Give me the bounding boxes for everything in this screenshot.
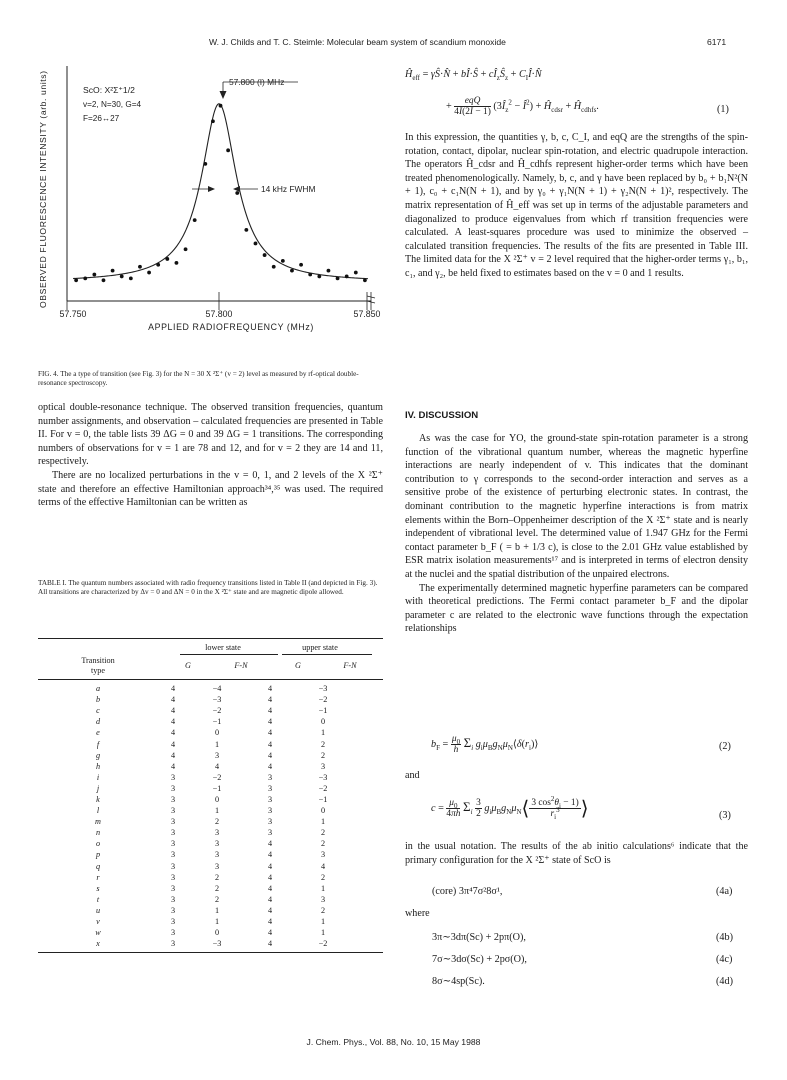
table-header-lower: lower state xyxy=(205,643,241,652)
data-point xyxy=(281,259,285,263)
table-cell: −4 xyxy=(212,684,222,694)
table-cell: 4 xyxy=(320,861,326,871)
table-1-caption: TABLE I. The quantum numbers associated with radio frequency transitions listed in Table II (and depicted in Fig. 3). All transitions are characterized by Δv = 0 and ΔN = 0 in the X ²Σ⁺ state and are magnetic dipole allowed. xyxy=(38,579,378,597)
table-cell: 3 xyxy=(170,928,176,938)
table-cell: −2 xyxy=(318,783,328,793)
table-cell: 3 xyxy=(170,806,176,816)
equation-4c-number: (4c) xyxy=(716,954,733,965)
peak-frequency-label: 57.800 (I) MHz xyxy=(229,77,285,87)
data-point xyxy=(129,276,133,280)
table-row xyxy=(38,872,352,883)
table-cell: 4 xyxy=(267,750,273,760)
transition-type-cell: l xyxy=(96,806,100,816)
x-tick-label: 57.850 xyxy=(353,309,381,319)
transition-type-cell: m xyxy=(95,817,101,827)
data-point xyxy=(254,242,258,246)
table-cell: 3 xyxy=(170,883,176,893)
and-word: and xyxy=(405,770,420,781)
table-cell: 2 xyxy=(320,739,326,749)
table-cell: 4 xyxy=(267,905,273,915)
table-cell: 2 xyxy=(320,872,326,882)
table-cell: 1 xyxy=(320,928,326,938)
transition-type-cell: d xyxy=(95,717,101,727)
table-cell: 2 xyxy=(320,828,326,838)
table-cell: 0 xyxy=(320,806,326,816)
table-cell: 3 xyxy=(170,817,176,827)
table-cell: 4 xyxy=(170,717,176,727)
data-point xyxy=(299,263,303,267)
table-cell: 2 xyxy=(320,905,326,915)
table-row xyxy=(38,705,352,716)
transition-type-cell: f xyxy=(96,739,100,749)
table-cell: 0 xyxy=(214,794,220,804)
table-cell: 2 xyxy=(214,894,220,904)
table-cell: 4 xyxy=(170,739,176,749)
journal-footer: J. Chem. Phys., Vol. 88, No. 10, 15 May 1988 xyxy=(306,1037,481,1047)
data-point xyxy=(244,228,248,232)
table-cell: 1 xyxy=(320,883,326,893)
transition-type-cell: e xyxy=(96,728,100,738)
lorentzian-fit-curve xyxy=(73,104,368,279)
data-point xyxy=(290,269,294,273)
x-tick-label: 57.750 xyxy=(59,309,87,319)
equation-4a-number: (4a) xyxy=(716,886,733,897)
table-cell: −3 xyxy=(318,684,328,694)
transition-type-cell: q xyxy=(95,861,101,871)
table-cell: −2 xyxy=(212,706,222,716)
table-cell: 4 xyxy=(267,917,273,927)
table-row xyxy=(38,716,352,727)
table-header-upper: upper state xyxy=(302,643,338,652)
table-cell: 3 xyxy=(170,772,176,782)
transition-type-cell: g xyxy=(95,750,101,760)
equation-4a: (core) 3π⁴7σ²8σ¹, xyxy=(432,886,503,897)
legend-box xyxy=(83,85,141,123)
figure-4-chart xyxy=(38,60,398,350)
data-point xyxy=(184,247,188,251)
data-point xyxy=(336,276,340,280)
data-point xyxy=(308,273,312,277)
where-word: where xyxy=(405,908,430,919)
right-paragraph-1: In this expression, the quantities γ, b, c, C_I, and eqQ are the strengths of the spin-rotation, contact, dipolar, nuclear spin-rotation, and electric quadrupole interaction. The operators Ĥ_cdsr and Ĥ_cdhfs represent higher-order terms which have been treated phenomenologically. Namely, b, c, and γ have been replaced by b₀ + b₁N²(N + 1), c₀ + c₁N(N + 1), and by γ₀ + γ₁N(N + 1) + γ₂N(N + 1)², respectively. The matrix representation of Ĥ_eff was set up in terms of the adjustable parameters and diagonalized to produce eigenvalues from which rf transition frequencies were calculated. A least-squares procedure was used to minimize the observed – calculated transition frequencies. The results of the fits are presented in Table III. The limited data for the X ²Σ⁺ v = 2 level required that the higher-order terms γ₁, b₁, c₁, and γ₂, be held fixed to estimates based on the v = 0 and 1 results. xyxy=(405,132,748,279)
table-1-body xyxy=(38,683,352,949)
data-point xyxy=(211,119,215,123)
x-ticks xyxy=(60,292,381,319)
table-row xyxy=(38,927,352,938)
data-point xyxy=(354,271,358,275)
table-header-type: Transition type xyxy=(81,656,115,675)
table-cell: 2 xyxy=(214,872,220,882)
left-column-text xyxy=(38,401,383,510)
right-column-text-3 xyxy=(405,840,748,867)
data-point xyxy=(235,191,239,195)
table-cell: 4 xyxy=(170,728,176,738)
transition-type-cell: w xyxy=(95,928,101,938)
equation-3: c = $\frac{\mu_0}{4\pi h}$ $\Sigma_i$ $\frac{3}{2}$ $g_i\mu_Bg_N\mu_N⟨$ $\frac{3 \cos^2\theta_i - 1)}{r_i^3}$ ⟩ xyxy=(431,794,589,821)
table-cell: 3 xyxy=(214,861,220,871)
table-cell: 3 xyxy=(170,905,176,915)
table-cell: 4 xyxy=(267,684,273,694)
table-cell: 4 xyxy=(170,706,176,716)
fwhm-label: 14 kHz FWHM xyxy=(261,184,316,194)
legend-transition: F=26↔27 xyxy=(83,114,120,123)
table-cell: 2 xyxy=(214,817,220,827)
table-cell: −3 xyxy=(318,772,328,782)
table-row xyxy=(38,894,352,905)
equation-1-number: (1) xyxy=(717,104,729,115)
table-cell: 3 xyxy=(267,783,273,793)
table-cell: 4 xyxy=(267,717,273,727)
table-cell: 3 xyxy=(170,861,176,871)
transition-type-cell: h xyxy=(95,761,101,771)
table-cell: 3 xyxy=(170,839,176,849)
table-row xyxy=(38,861,352,872)
data-point xyxy=(74,278,78,282)
table-cell: 4 xyxy=(214,761,220,771)
table-row xyxy=(38,827,352,838)
equation-1-line-1: $Ĥ_{eff}$ = γŜ·N̂ + bÎ·Ŝ + $cÎ_zŜ_z$ + $C_IÎ\cdot N̂$ xyxy=(405,69,542,83)
table-cell: 1 xyxy=(214,917,220,927)
y-axis-label: OBSERVED FLUORESCENCE INTENSITY (arb. units) xyxy=(38,70,48,308)
equation-4c: 7σ∼3dσ(Sc) + 2pσ(O), xyxy=(432,954,527,965)
table-cell: −1 xyxy=(318,706,328,716)
table-cell: 2 xyxy=(214,883,220,893)
table-cell: 1 xyxy=(320,817,326,827)
table-row xyxy=(38,783,352,794)
table-cell: 4 xyxy=(170,684,176,694)
table-cell: 3 xyxy=(320,894,326,904)
table-row xyxy=(38,794,352,805)
table-cell: 3 xyxy=(170,939,176,949)
table-cell: 3 xyxy=(170,872,176,882)
data-points xyxy=(74,104,367,282)
table-header-upper-fn: F-N xyxy=(343,661,357,670)
table-row xyxy=(38,838,352,849)
right-column-text-1 xyxy=(405,131,748,281)
transition-type-cell: o xyxy=(95,839,101,849)
data-point xyxy=(175,261,179,265)
table-cell: 0 xyxy=(214,928,220,938)
data-point xyxy=(111,269,115,273)
table-cell: 4 xyxy=(267,928,273,938)
equation-4b: 3π∼3dπ(Sc) + 2pπ(O), xyxy=(432,932,526,943)
data-point xyxy=(83,276,87,280)
transition-type-cell: b xyxy=(95,695,101,705)
equation-4d-number: (4d) xyxy=(716,976,733,987)
table-cell: 3 xyxy=(214,750,220,760)
data-point xyxy=(102,278,106,282)
table-cell: 4 xyxy=(170,750,176,760)
transition-type-cell: r xyxy=(96,872,100,882)
table-row xyxy=(38,916,352,927)
data-point xyxy=(272,265,276,269)
right-paragraph-3: The experimentally determined magnetic hyperfine parameters can be compared with theoretical predictions. The Fermi contact parameter b_F and the dipolar parameter c are related to the electronic wave functions through the expectation relationships xyxy=(405,582,748,635)
equation-4b-number: (4b) xyxy=(716,932,733,943)
data-point xyxy=(317,275,321,279)
data-point xyxy=(156,263,160,267)
table-cell: 3 xyxy=(170,850,176,860)
table-row xyxy=(38,694,352,705)
legend-level: v=2, N=30, G=4 xyxy=(83,100,142,109)
data-point xyxy=(327,269,331,273)
table-cell: −3 xyxy=(212,695,222,705)
transition-type-cell: k xyxy=(96,794,100,804)
table-cell: 4 xyxy=(267,883,273,893)
table-cell: −1 xyxy=(212,717,222,727)
data-point xyxy=(92,273,96,277)
table-cell: 4 xyxy=(170,695,176,705)
equation-2-number: (2) xyxy=(719,741,731,752)
table-cell: 4 xyxy=(267,728,273,738)
table-row xyxy=(38,816,352,827)
table-cell: 1 xyxy=(214,739,220,749)
table-row xyxy=(38,938,352,949)
table-cell: 4 xyxy=(267,861,273,871)
table-cell: 3 xyxy=(320,850,326,860)
table-cell: −1 xyxy=(212,783,222,793)
transition-type-cell: i xyxy=(96,772,100,782)
table-cell: 2 xyxy=(320,750,326,760)
table-row xyxy=(38,727,352,738)
data-point xyxy=(165,257,169,261)
x-axis-label: APPLIED RADIOFREQUENCY (MHz) xyxy=(148,322,314,332)
table-row xyxy=(38,905,352,916)
table-1 xyxy=(38,638,383,953)
table-cell: 3 xyxy=(267,828,273,838)
transition-type-cell: n xyxy=(95,828,101,838)
table-cell: 1 xyxy=(320,728,326,738)
table-row xyxy=(38,761,352,772)
table-cell: 3 xyxy=(170,783,176,793)
running-title: W. J. Childs and T. C. Steimle: Molecular beam system of scandium monoxide xyxy=(209,37,506,47)
table-cell: 3 xyxy=(267,772,273,782)
right-paragraph-2: As was the case for YO, the ground-state spin-rotation parameter is a strong function of the vibrational quantum number, whereas the magnetic hyperfine interactions are nearly independent of v. This indicates that the dominant contribution to γ corresponds to the second-order interaction and serves as a sensitive probe of the existence of perturbing electronic states. In contrast, the dominant contribution to the magnetic hyperfine interactions is from matrix elements within the Born–Oppenheimer description of the X ²Σ⁺ state and is nearly independent of vibrational level. The determined value of 1.947 GHz for the Fermi contact parameter b_F ( = b + 1/3 c), is close to the 2.01 GHz value established by ESR matrix isolation measurements¹⁷ and is interpreted in terms of electron density at the nuclei and the spatial distribution of the unpaired electrons. xyxy=(405,433,748,580)
table-row xyxy=(38,805,352,816)
table-row xyxy=(38,750,352,761)
table-cell: 3 xyxy=(214,828,220,838)
fwhm-annotation xyxy=(192,184,315,194)
table-cell: −3 xyxy=(212,939,222,949)
table-cell: 3 xyxy=(267,794,273,804)
table-cell: −1 xyxy=(318,794,328,804)
transition-type-cell: x xyxy=(96,939,100,949)
left-paragraph-1: optical double-resonance technique. The observed transition frequencies, quantum number assignments, and observation – calculated frequencies are presented in Table II. For v = 0, the table lists 39 ΔG = 0 and 39 ΔG = 1 transitions. The corresponding numbers of observations for v = 1 are 78 and 12, and for v = 2 they are 14 and 11, respectively. xyxy=(38,402,383,468)
table-cell: 1 xyxy=(214,806,220,816)
equation-4d: 8σ∼4sp(Sc). xyxy=(432,976,485,987)
transition-type-cell: u xyxy=(95,905,101,915)
transition-type-cell: s xyxy=(96,883,100,893)
table-cell: 1 xyxy=(320,917,326,927)
table-cell: 4 xyxy=(267,939,273,949)
data-point xyxy=(363,278,367,282)
table-cell: 3 xyxy=(170,794,176,804)
table-cell: 4 xyxy=(267,850,273,860)
figure-4-caption: FIG. 4. The a type of transition (see Fig. 3) for the N = 30 X ²Σ⁺ (v = 2) level as measured by rf-optical double-resonance spectroscopy. xyxy=(38,370,359,388)
table-cell: −2 xyxy=(318,939,328,949)
table-cell: 4 xyxy=(267,894,273,904)
equation-2: $b_F$ = $\frac{\mu_0}{h}$ $\Sigma_i$ $g_i\mu_Bg_N\mu_N⟨\delta(r_i)⟩$ xyxy=(431,734,539,755)
table-cell: 4 xyxy=(267,706,273,716)
table-cell: 3 xyxy=(170,917,176,927)
table-cell: 0 xyxy=(320,717,326,727)
table-cell: 3 xyxy=(267,817,273,827)
table-cell: 3 xyxy=(214,850,220,860)
table-cell: 4 xyxy=(170,761,176,771)
right-column-text-2 xyxy=(405,432,748,636)
transition-type-cell: c xyxy=(96,706,100,716)
table-cell: 3 xyxy=(170,828,176,838)
data-point xyxy=(193,218,197,222)
table-header-lower-fn: F-N xyxy=(234,661,248,670)
x-tick-label: 57.800 xyxy=(205,309,233,319)
table-row xyxy=(38,683,352,694)
data-point xyxy=(203,162,207,166)
equation-1-line-2: + eqQ 4I(2I − 1) ($3Î_z^2$ − $Î^2$) + $Ĥ_{cdsr}$ + $Ĥ_{cdhfs}$. xyxy=(446,96,599,117)
table-row xyxy=(38,883,352,894)
right-paragraph-4: in the usual notation. The results of the ab initio calculations⁶ indicate that the primary configuration for the X ²Σ⁺ state of ScO is xyxy=(405,841,748,866)
data-point xyxy=(345,275,349,279)
table-cell: 3 xyxy=(267,806,273,816)
equation-3-number: (3) xyxy=(719,810,731,821)
data-point xyxy=(219,104,223,108)
legend-molecule: ScO: X²Σ⁺1/2 xyxy=(83,85,135,95)
table-header-lower-g: G xyxy=(185,661,191,670)
peak-annotation xyxy=(220,77,299,99)
table-cell: 3 xyxy=(170,894,176,904)
table-cell: 3 xyxy=(214,839,220,849)
left-paragraph-2: There are no localized perturbations in the v = 0, 1, and 2 levels of the X ²Σ⁺ state and therefore an effective Hamiltonian approach³⁴,³⁵ was used. The required terms of the effective Hamiltonian can be written as xyxy=(38,469,383,509)
transition-type-cell: a xyxy=(95,684,101,694)
table-cell: 4 xyxy=(267,761,273,771)
table-cell: 4 xyxy=(267,839,273,849)
table-row xyxy=(38,849,352,860)
table-cell: 1 xyxy=(214,905,220,915)
data-point xyxy=(120,275,124,279)
data-point xyxy=(138,265,142,269)
data-point xyxy=(226,148,230,152)
table-row xyxy=(38,772,352,783)
transition-type-cell: v xyxy=(96,917,100,927)
data-point xyxy=(263,253,267,257)
table-cell: 3 xyxy=(320,761,326,771)
transition-type-cell: t xyxy=(96,894,100,904)
table-cell: 4 xyxy=(267,739,273,749)
page-number: 6171 xyxy=(707,37,727,47)
section-heading-discussion: IV. DISCUSSION xyxy=(405,410,479,421)
table-header-upper-g: G xyxy=(295,661,301,670)
transition-type-cell: p xyxy=(95,850,101,860)
table-row xyxy=(38,738,352,749)
table-cell: 4 xyxy=(267,695,273,705)
table-cell: −2 xyxy=(212,772,222,782)
table-cell: −2 xyxy=(318,695,328,705)
data-point xyxy=(147,271,151,275)
table-cell: 2 xyxy=(320,839,326,849)
table-cell: 0 xyxy=(214,728,220,738)
table-cell: 4 xyxy=(267,872,273,882)
transition-type-cell: j xyxy=(96,783,100,793)
